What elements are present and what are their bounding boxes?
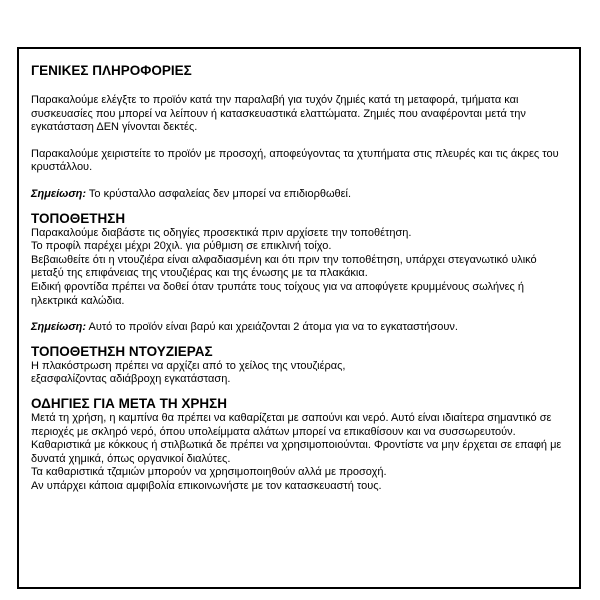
after-use-title: ΟΔΗΓΙΕΣ ΓΙΑ ΜΕΤΑ ΤΗ ΧΡΗΣΗ: [31, 395, 228, 411]
after-use-line: Μετά τη χρήση, η καμπίνα θα πρέπει να καθαρίζεται με σαπούνι και νερό. Αυτό είναι ιδιαίτερα σημαντικό σε περιοχές με σκληρό νερό, όπου υπολείμματα αλάτων μπορεί να επικαθίσουν και να συσσωρευτούν.: [31, 411, 552, 438]
installation-line: Βεβαιωθείτε ότι η ντουζιέρα είναι αλφαδιασμένη και ότι πριν την τοποθέτηση, υπάρχει στεγανωτικό υλικό μεταξύ της επιφάνειας της ντουζιέρας και της ένωσης με τα πλακάκια.: [31, 253, 537, 280]
after-use-line: Τα καθαριστικά τζαμιών μπορούν να χρησιμοποιηθούν αλλά με προσοχή.: [31, 466, 387, 479]
general-info-note: [31, 188, 567, 202]
installation-section: [31, 211, 567, 335]
installation-line: Το προφίλ παρέχει μέχρι 20χιλ. για ρύθμιση σε επικλινή τοίχο.: [31, 240, 332, 253]
general-info-paragraph-2: Παρακαλούμε χειριστείτε το προϊόν με προσοχή, αποφεύγοντας τα χτυπήματα στις πλευρές και τις άκρες του κρυστάλλου.: [31, 147, 559, 174]
tray-installation-line: εξασφαλίζοντας αδιάβροχη εγκατάσταση.: [31, 373, 231, 386]
note-text: Αυτό το προϊόν είναι βαρύ και χρειάζονται 2 άτομα για να το εγκαταστήσουν.: [86, 321, 458, 334]
tray-installation-line: Η πλακόστρωση πρέπει να αρχίζει από το χείλος της ντουζιέρας,: [31, 359, 346, 372]
installation-note: [31, 321, 567, 335]
note-label: Σημείωση:: [31, 187, 87, 200]
general-info-title: ΓΕΝΙΚΕΣ ΠΛΗΡΟΦΟΡΙΕΣ: [31, 63, 192, 78]
general-info-paragraph-1: Παρακαλούμε ελέγξτε το προϊόν κατά την παραλαβή για τυχόν ζημιές κατά τη μεταφορά, τμήματα και συσκευασίες που μπορεί να λείπουν ή κατασκευαστικά ελαττώματα. Ζημιές που αναφέρονται μετά την εγκατάσταση ΔΕΝ γίνονται δεκτές.: [31, 94, 526, 134]
general-info-section: [31, 63, 567, 202]
after-use-line: Καθαριστικά με κόκκους ή στιλβωτικά δε πρέπει να χρησιμοποιούνται. Φροντίστε να μην έρχεται σε επαφή με δυνατά χημικά, όπως οργανικοί διαλύτες.: [31, 439, 562, 465]
installation-line: Παρακαλούμε διαβάστε τις οδηγίες προσεκτικά πριν αρχίσετε την τοποθέτηση.: [31, 226, 412, 239]
installation-title: ΤΟΠΟΘΕΤΗΣΗ: [31, 210, 126, 226]
tray-installation-title: ΤΟΠΟΘΕΤΗΣΗ ΝΤΟΥΖΙΕΡΑΣ: [31, 343, 213, 359]
after-use-section: [31, 396, 567, 494]
installation-line: Ειδική φροντίδα πρέπει να δοθεί όταν τρυπάτε τους τοίχους για να αποφύγετε κρυμμένους σωλήνες ή ηλεκτρικά καλώδια.: [31, 280, 525, 307]
instructions-box: [17, 47, 581, 589]
note-label: Σημείωση:: [31, 321, 87, 334]
note-text: Το κρύσταλλο ασφαλείας δεν μπορεί να επιδιορθωθεί.: [86, 187, 352, 200]
after-use-line: Αν υπάρχει κάποια αμφιβολία επικοινωνήστε με τον κατασκευαστή τους.: [31, 479, 382, 492]
tray-installation-section: [31, 344, 567, 387]
